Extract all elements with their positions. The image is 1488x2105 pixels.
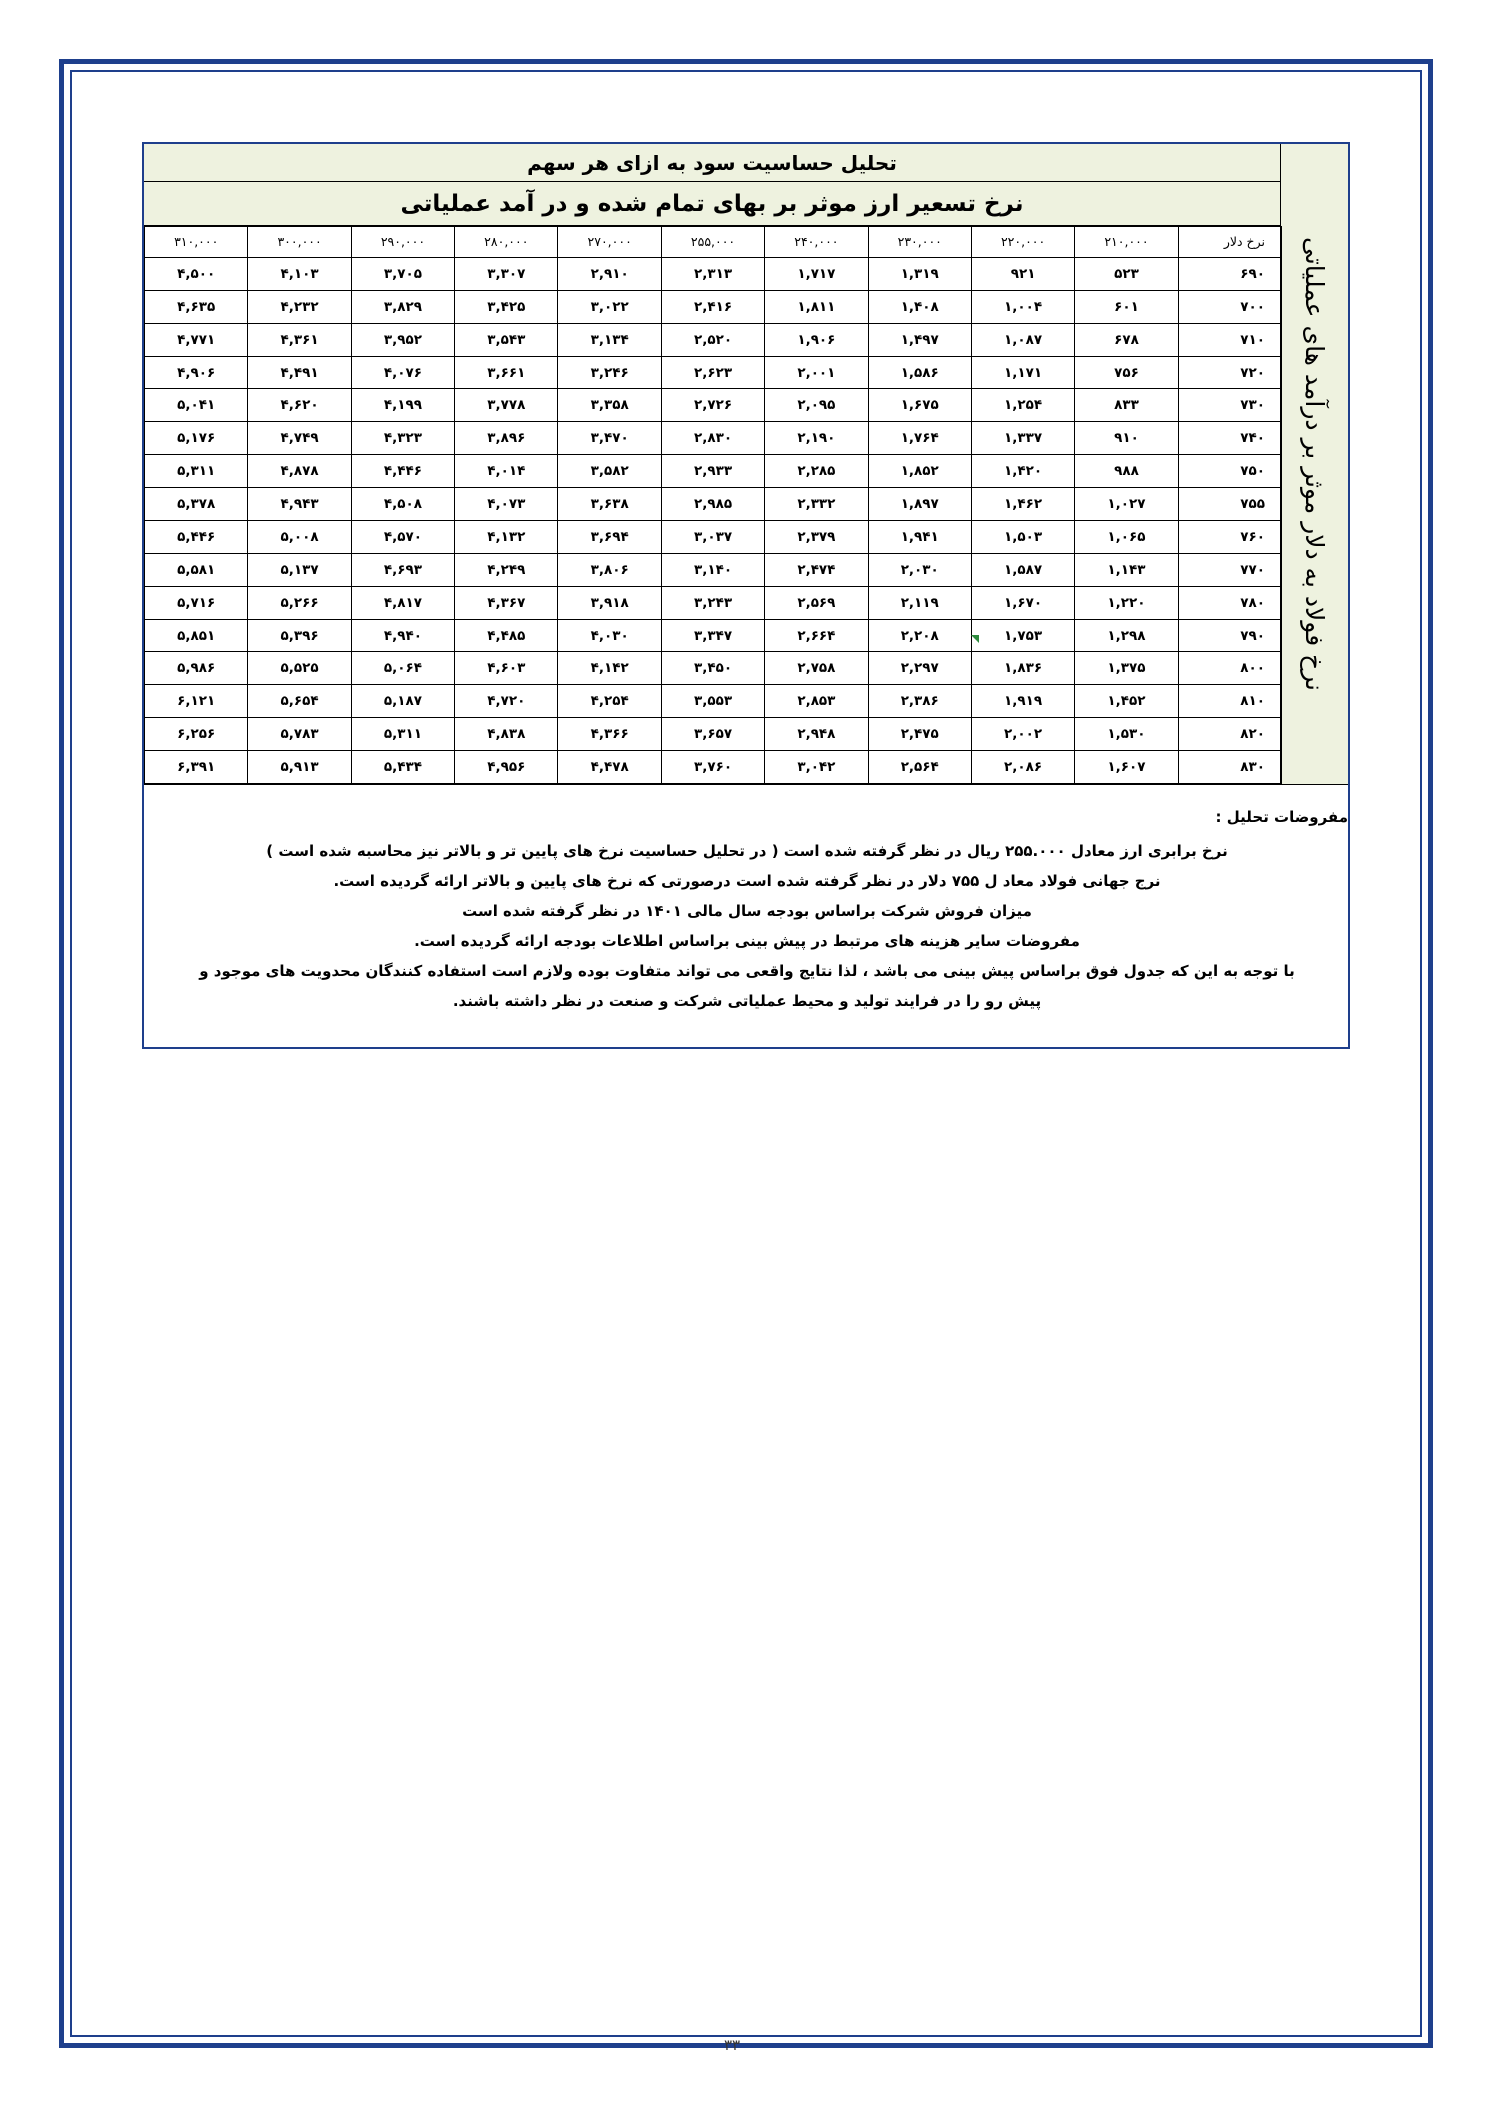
sensitivity-table (144, 226, 1282, 784)
table-cell: ۲,۰۳۰ (868, 553, 971, 586)
table-cell: ۳,۲۴۶ (558, 356, 661, 389)
table-cell: ۱,۴۲۰ (971, 455, 1074, 488)
table-cell: ۵۲۳ (1075, 257, 1178, 290)
side-label: نرخ فولاد به دلار موثر بر درآمد های عملیاتی (1300, 237, 1329, 691)
table-cell: ۱,۲۹۸ (1075, 619, 1178, 652)
row-label: ۷۸۰ (1178, 586, 1281, 619)
table-cell: ۱,۴۶۲ (971, 488, 1074, 521)
table-cell: ۴,۸۳۸ (455, 718, 558, 751)
table-cell: ۱,۰۲۷ (1075, 488, 1178, 521)
table-cell: ۲,۴۱۶ (661, 290, 764, 323)
table-cell: ۶۷۸ (1075, 323, 1178, 356)
table-cell: ۱,۸۱۱ (765, 290, 868, 323)
table-cell: ۴,۰۷۶ (351, 356, 454, 389)
table-cell: ۱,۳۱۹ (868, 257, 971, 290)
table-cell: ۳,۳۴۷ (661, 619, 764, 652)
table-cell: ۴,۲۳۲ (248, 290, 351, 323)
table-cell: ۴,۹۵۶ (455, 751, 558, 784)
table-cell: ۳,۲۴۳ (661, 586, 764, 619)
table-cell: ۴,۴۴۶ (351, 455, 454, 488)
table-cell: ۵,۱۳۷ (248, 553, 351, 586)
table-cell: ۱,۷۶۴ (868, 422, 971, 455)
table-cell: ۵,۷۱۶ (145, 586, 248, 619)
table-cell: ۴,۰۷۳ (455, 488, 558, 521)
table-cell: ۲,۹۱۰ (558, 257, 661, 290)
table-cell: ۳,۷۶۰ (661, 751, 764, 784)
column-header: ۲۱۰,۰۰۰ (1075, 227, 1178, 258)
table-row (145, 290, 1282, 323)
table-cell: ۴,۴۸۵ (455, 619, 558, 652)
side-label-panel (1280, 144, 1348, 784)
table-cell: ۲,۴۷۵ (868, 718, 971, 751)
table-cell: ۳,۰۳۷ (661, 520, 764, 553)
row-label: ۷۵۵ (1178, 488, 1281, 521)
table-cell: ۳,۶۵۷ (661, 718, 764, 751)
row-label: ۷۳۰ (1178, 389, 1281, 422)
notes-heading: مفروضات تحلیل : (1215, 808, 1348, 826)
table-cell: ۱,۶۷۵ (868, 389, 971, 422)
row-label: ۷۶۰ (1178, 520, 1281, 553)
table-cell: ۳,۷۷۸ (455, 389, 558, 422)
table-cell: ۸۳۳ (1075, 389, 1178, 422)
table-cell: ۲,۷۵۸ (765, 652, 868, 685)
table-cell: ۳,۴۲۵ (455, 290, 558, 323)
table-cell: ۲,۴۷۴ (765, 553, 868, 586)
table-cell: ۲,۰۰۱ (765, 356, 868, 389)
cell-comment-marker (971, 635, 979, 643)
table-row (145, 586, 1282, 619)
table-row (145, 553, 1282, 586)
table-cell: ۵,۱۸۷ (351, 685, 454, 718)
table-cell: ۳,۶۳۸ (558, 488, 661, 521)
table-cell: ۲,۸۳۰ (661, 422, 764, 455)
table-cell: ۵,۰۶۴ (351, 652, 454, 685)
table-row (145, 520, 1282, 553)
table-cell: ۲,۸۵۳ (765, 685, 868, 718)
table-cell: ۱,۹۴۱ (868, 520, 971, 553)
table-cell: ۱,۲۵۴ (971, 389, 1074, 422)
table-row (145, 356, 1282, 389)
table-cell: ۴,۵۰۸ (351, 488, 454, 521)
table-cell: ۲,۷۲۶ (661, 389, 764, 422)
table-cell: ۲,۰۸۶ (971, 751, 1074, 784)
table-cell: ۳,۴۵۰ (661, 652, 764, 685)
table-row (145, 455, 1282, 488)
table-cell: ۳,۸۲۹ (351, 290, 454, 323)
table-cell: ۱,۴۹۷ (868, 323, 971, 356)
table-cell: ۴,۰۳۰ (558, 619, 661, 652)
table-cell: ۴,۹۴۳ (248, 488, 351, 521)
table-cell: ۴,۱۹۹ (351, 389, 454, 422)
table-cell: ۲,۹۸۵ (661, 488, 764, 521)
table-cell: ۱,۳۳۷ (971, 422, 1074, 455)
table-cell: ۲,۹۳۳ (661, 455, 764, 488)
table-cell: ۲,۲۹۷ (868, 652, 971, 685)
table-cell: ۴,۰۱۴ (455, 455, 558, 488)
table-cell: ۱,۲۲۰ (1075, 586, 1178, 619)
table-cell: ۶,۲۵۶ (145, 718, 248, 751)
table-row (145, 718, 1282, 751)
table-cell: ۱,۵۳۰ (1075, 718, 1178, 751)
sensitivity-block (142, 142, 1350, 1049)
table-cell: ۴,۱۳۲ (455, 520, 558, 553)
table-cell: ۴,۴۹۱ (248, 356, 351, 389)
notes-line: میزان فروش شرکت براساس بودجه سال مالی ۱۴۰۱ در نظر گرفته شده است (462, 902, 1032, 920)
column-header: ۲۴۰,۰۰۰ (765, 227, 868, 258)
table-row (145, 619, 1282, 652)
column-header: ۳۰۰,۰۰۰ (248, 227, 351, 258)
table-cell: ۴,۳۶۷ (455, 586, 558, 619)
table-cell: ۱,۵۰۳ (971, 520, 1074, 553)
table-cell: ۵,۸۵۱ (145, 619, 248, 652)
table-row (145, 323, 1282, 356)
table-cell: ۵,۳۷۸ (145, 488, 248, 521)
table-cell: ۴,۸۷۸ (248, 455, 351, 488)
notes-line: مفروضات سایر هزینه های مرتبط در پیش بینی براساس اطلاعات بودجه ارائه گردیده است. (414, 932, 1080, 950)
table-row (145, 422, 1282, 455)
table-row (145, 257, 1282, 290)
table-cell: ۵,۳۱۱ (145, 455, 248, 488)
table-cell: ۲,۳۱۳ (661, 257, 764, 290)
table-cell: ۱,۸۹۷ (868, 488, 971, 521)
table-cell: ۵,۹۸۶ (145, 652, 248, 685)
table-cell: ۲,۰۹۵ (765, 389, 868, 422)
table-cell: ۴,۳۲۳ (351, 422, 454, 455)
table-cell: ۳,۱۴۰ (661, 553, 764, 586)
column-header: ۲۷۰,۰۰۰ (558, 227, 661, 258)
table-cell: ۲,۱۹۰ (765, 422, 868, 455)
table-divider (144, 784, 1348, 785)
table-cell: ۴,۳۶۱ (248, 323, 351, 356)
table-cell: ۳,۹۵۲ (351, 323, 454, 356)
table-cell: ۵,۴۳۴ (351, 751, 454, 784)
table-cell: ۳,۷۰۵ (351, 257, 454, 290)
notes-line: با توجه به این که جدول فوق براساس پیش بینی می باشد ، لذا نتایج واقعی می تواند متفاوت بوده ولازم است استفاده کنندگان محدویت های موجود و (199, 962, 1295, 980)
table-cell: ۳,۶۹۴ (558, 520, 661, 553)
table-cell: ۱,۴۵۲ (1075, 685, 1178, 718)
row-label: ۷۹۰ (1178, 619, 1281, 652)
table-cell: ۲,۳۳۲ (765, 488, 868, 521)
table-cell: ۴,۴۷۸ (558, 751, 661, 784)
column-header: ۲۸۰,۰۰۰ (455, 227, 558, 258)
table-cell: ۶,۳۹۱ (145, 751, 248, 784)
table-cell: ۷۵۶ (1075, 356, 1178, 389)
table-cell: ۵,۲۶۶ (248, 586, 351, 619)
table-cell: ۱,۸۵۲ (868, 455, 971, 488)
table-cell: ۴,۶۰۳ (455, 652, 558, 685)
table-cell: ۲,۳۸۶ (868, 685, 971, 718)
table-cell: ۴,۹۴۰ (351, 619, 454, 652)
table-cell: ۴,۳۶۶ (558, 718, 661, 751)
row-label: ۸۰۰ (1178, 652, 1281, 685)
table-cell: ۴,۷۴۹ (248, 422, 351, 455)
table-cell: ۱,۵۸۶ (868, 356, 971, 389)
document-subtitle: نرخ تسعیر ارز موثر بر بهای تمام شده و در آمد عملیاتی (144, 182, 1280, 226)
table-cell: ۱,۷۵۳ (971, 619, 1074, 652)
table-cell: ۴,۸۱۷ (351, 586, 454, 619)
table-cell: ۵,۷۸۳ (248, 718, 351, 751)
notes-section (144, 808, 1350, 1016)
table-cell: ۴,۵۷۰ (351, 520, 454, 553)
table-cell: ۴,۱۴۲ (558, 652, 661, 685)
table-cell: ۵,۶۵۴ (248, 685, 351, 718)
column-header: ۲۳۰,۰۰۰ (868, 227, 971, 258)
table-cell: ۱,۴۰۸ (868, 290, 971, 323)
table-cell: ۱,۰۸۷ (971, 323, 1074, 356)
table-cell: ۳,۵۵۳ (661, 685, 764, 718)
table-cell: ۴,۹۰۶ (145, 356, 248, 389)
table-cell: ۹۱۰ (1075, 422, 1178, 455)
table-cell: ۱,۹۰۶ (765, 323, 868, 356)
table-cell: ۳,۹۱۸ (558, 586, 661, 619)
row-label: ۷۷۰ (1178, 553, 1281, 586)
row-label: ۸۲۰ (1178, 718, 1281, 751)
table-cell: ۱,۰۶۵ (1075, 520, 1178, 553)
table-cell: ۲,۱۱۹ (868, 586, 971, 619)
table-cell: ۵,۹۱۳ (248, 751, 351, 784)
table-cell: ۲,۲۸۵ (765, 455, 868, 488)
table-cell: ۳,۴۷۰ (558, 422, 661, 455)
table-cell: ۵,۰۰۸ (248, 520, 351, 553)
notes-line: پیش رو را در فرایند تولید و محیط عملیاتی شرکت و صنعت در نظر داشته باشند. (452, 992, 1042, 1010)
table-cell: ۲,۹۴۸ (765, 718, 868, 751)
column-header: ۲۲۰,۰۰۰ (971, 227, 1074, 258)
table-cell: ۱,۸۳۶ (971, 652, 1074, 685)
table-cell: ۴,۶۲۰ (248, 389, 351, 422)
table-cell: ۴,۲۴۹ (455, 553, 558, 586)
column-header: ۲۵۵,۰۰۰ (661, 227, 764, 258)
table-cell: ۳,۳۰۷ (455, 257, 558, 290)
table-cell: ۱,۹۱۹ (971, 685, 1074, 718)
row-label: ۷۵۰ (1178, 455, 1281, 488)
table-cell: ۵,۰۴۱ (145, 389, 248, 422)
table-cell: ۳,۶۶۱ (455, 356, 558, 389)
table-cell: ۳,۸۰۶ (558, 553, 661, 586)
table-row (145, 652, 1282, 685)
row-label: ۸۱۰ (1178, 685, 1281, 718)
page-number: ۳۳ (724, 2036, 741, 2054)
row-label: ۶۹۰ (1178, 257, 1281, 290)
table-cell: ۴,۵۰۰ (145, 257, 248, 290)
table-cell: ۱,۰۰۴ (971, 290, 1074, 323)
table-row (145, 751, 1282, 784)
table-cell: ۲,۳۷۹ (765, 520, 868, 553)
table-cell: ۶۰۱ (1075, 290, 1178, 323)
table-cell: ۵,۴۴۶ (145, 520, 248, 553)
table-row (145, 488, 1282, 521)
table-row (145, 685, 1282, 718)
row-label: ۸۳۰ (1178, 751, 1281, 784)
column-header: ۲۹۰,۰۰۰ (351, 227, 454, 258)
table-cell: ۳,۵۴۳ (455, 323, 558, 356)
table-cell: ۱,۶۷۰ (971, 586, 1074, 619)
table-cell: ۵,۳۹۶ (248, 619, 351, 652)
corner-label: نرخ دلار (1178, 227, 1281, 258)
notes-line: نرج جهانی فولاد معاد ل ۷۵۵ دلار در نظر گرفته شده است درصورتی که نرخ های پایین و بالاتر ارائه گردیده است. (333, 872, 1161, 890)
table-cell: ۲,۰۰۲ (971, 718, 1074, 751)
table-cell: ۳,۵۸۲ (558, 455, 661, 488)
column-header: ۳۱۰,۰۰۰ (145, 227, 248, 258)
table-cell: ۱,۷۱۷ (765, 257, 868, 290)
table-cell: ۱,۶۰۷ (1075, 751, 1178, 784)
table-cell: ۵,۱۷۶ (145, 422, 248, 455)
table-cell: ۵,۵۸۱ (145, 553, 248, 586)
table-cell: ۴,۷۷۱ (145, 323, 248, 356)
table-cell: ۳,۳۵۸ (558, 389, 661, 422)
table-cell: ۲,۵۶۴ (868, 751, 971, 784)
table-cell: ۴,۷۲۰ (455, 685, 558, 718)
table-cell: ۴,۲۵۴ (558, 685, 661, 718)
document-title: تحلیل حساسیت سود به ازای هر سهم (144, 144, 1280, 182)
table-cell: ۱,۱۷۱ (971, 356, 1074, 389)
table-cell: ۲,۶۶۴ (765, 619, 868, 652)
table-cell: ۴,۶۹۳ (351, 553, 454, 586)
table-cell: ۱,۵۸۷ (971, 553, 1074, 586)
notes-line: نرخ برابری ارز معادل ۲۵۵.۰۰۰ ریال در نظر گرفته شده است ( در تحلیل حساسیت نرخ های پایین تر و بالاتر نیز محاسبه شده است ) (266, 842, 1228, 860)
table-cell: ۲,۵۶۹ (765, 586, 868, 619)
table-cell: ۲,۵۲۰ (661, 323, 764, 356)
table-cell: ۳,۱۳۴ (558, 323, 661, 356)
table-cell: ۳,۰۲۲ (558, 290, 661, 323)
row-label: ۷۲۰ (1178, 356, 1281, 389)
row-label: ۷۱۰ (1178, 323, 1281, 356)
table-header-row (145, 227, 1282, 258)
table-row (145, 389, 1282, 422)
row-label: ۷۰۰ (1178, 290, 1281, 323)
table-cell: ۹۸۸ (1075, 455, 1178, 488)
row-label: ۷۴۰ (1178, 422, 1281, 455)
table-cell: ۳,۰۴۲ (765, 751, 868, 784)
table-cell: ۶,۱۲۱ (145, 685, 248, 718)
table-cell: ۱,۳۷۵ (1075, 652, 1178, 685)
table-cell: ۴,۱۰۳ (248, 257, 351, 290)
table-cell: ۵,۳۱۱ (351, 718, 454, 751)
table-cell: ۱,۱۴۳ (1075, 553, 1178, 586)
table-cell: ۴,۶۳۵ (145, 290, 248, 323)
table-cell: ۳,۸۹۶ (455, 422, 558, 455)
table-cell: ۹۲۱ (971, 257, 1074, 290)
table-cell: ۲,۲۰۸ (868, 619, 971, 652)
table-cell: ۲,۶۲۳ (661, 356, 764, 389)
table-cell: ۵,۵۲۵ (248, 652, 351, 685)
